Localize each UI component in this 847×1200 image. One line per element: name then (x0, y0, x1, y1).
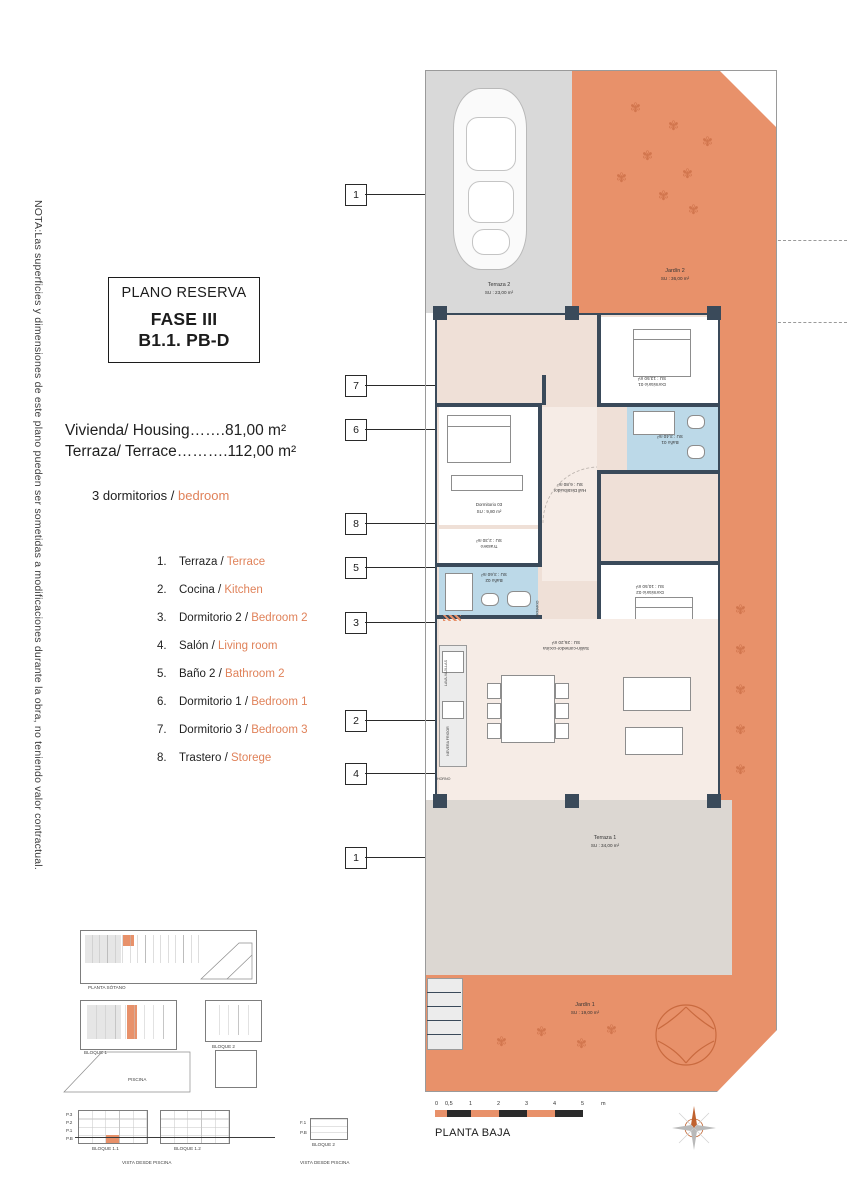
room-legend (117, 548, 387, 772)
legend-item (157, 632, 387, 660)
callout-2-kitchen: 2 (345, 710, 367, 732)
column (565, 794, 579, 808)
appliance-label-closet: ARMARIO (535, 600, 540, 618)
bedroom-2-label: Dormitorio 02 SU : 10,50 m² (635, 584, 665, 595)
bedroom-3-label: Dormitorio 03 SU : 9,80 m² (475, 502, 503, 514)
scale-unit: m (601, 1101, 606, 1107)
column (565, 306, 579, 320)
keyplan-basement-label: PLANTA SÓTANO (88, 985, 126, 990)
legend-number: 4. (157, 640, 167, 652)
legend-label-es: Trastero / (179, 752, 228, 764)
keyplan-elevation-2 (160, 1110, 230, 1144)
scale-tick: 0,5 (445, 1101, 453, 1107)
legend-number: 1. (157, 556, 167, 568)
legend-label-es: Cocina / (179, 584, 222, 596)
title-line-3: B1.1. PB-D (138, 330, 230, 350)
legend-item (157, 660, 387, 688)
legend-label-es: Terraza / (179, 556, 224, 568)
terrace-1-area (426, 800, 732, 975)
scale-tick: 4 (553, 1101, 557, 1107)
legend-label-en: Kitchen (224, 584, 263, 596)
storage-label: Trastero SU : 2,30 m² (476, 538, 502, 549)
garden-2-area: ✾ ✾ ✾ ✾ ✾ ✾ ✾ ✾ (572, 71, 776, 313)
legend-label-en: Bedroom 1 (251, 696, 308, 708)
title-line-2: FASE III (150, 309, 218, 329)
callout-1-terrace: 1 (345, 184, 367, 206)
callout-8-storage: 8 (345, 513, 367, 535)
site-outline (62, 1038, 192, 1094)
legend-number: 8. (157, 752, 167, 764)
ground-line (75, 1137, 275, 1138)
floor-label-f1: F.1 (300, 1120, 307, 1125)
plan-footer-title: PLANTA BAJA (435, 1127, 511, 1139)
view-label-1: VISTA DESDE PISCINA (122, 1160, 172, 1165)
column (707, 794, 721, 808)
floor-plan (425, 70, 790, 1139)
legend-label-es: Dormitorio 3 / (179, 724, 249, 736)
keyplan-elevation-3 (310, 1118, 348, 1140)
housing-area: Vivienda/ Housing…….81,00 m² (65, 422, 287, 439)
housing-interior (435, 313, 720, 800)
garden-1-area: ✾ ✾ ✾ ✾ (426, 975, 732, 1091)
legend-label-en: Living room (218, 640, 278, 652)
floor-label-pb: P.B (66, 1136, 73, 1141)
sink-fixture (481, 593, 499, 606)
scale-tick: 0 (435, 1101, 439, 1107)
appliance-label-fridge: NEVERA FRIGOR (445, 726, 450, 756)
legend-label-es: Baño 2 / (179, 668, 222, 680)
tree-canopy-icon (646, 995, 726, 1075)
disclaimer-note: NOTA:Las superficies y dimensiones de este plano pueden ser sometidas a modificaciones durante la obra, no teniendo valor contractual. (32, 200, 44, 870)
dining-table (501, 675, 555, 743)
legend-label-en: Bedroom 2 (251, 612, 308, 624)
scale-tick: 3 (525, 1101, 529, 1107)
title-line-1: PLANO RESERVA (121, 285, 247, 301)
column (433, 306, 447, 320)
callout-3-bedroom2: 3 (345, 612, 367, 634)
column (433, 794, 447, 808)
callout-4-living: 4 (345, 763, 367, 785)
legend-number: 6. (157, 696, 167, 708)
garden-2-label: Jardín 2 SU : 36,00 m² (660, 268, 690, 281)
wardrobe-furniture (451, 475, 523, 491)
terrace-1-label: Terraza 1 SU : 34,00 m² (590, 835, 620, 848)
keyplan-block-2 (205, 1000, 262, 1042)
floor-label-p3: P.3 (66, 1112, 73, 1117)
toilet-fixture (507, 591, 531, 607)
keyplan-elevation-1 (78, 1110, 148, 1144)
legend-number: 5. (157, 668, 167, 680)
compass-icon (671, 1105, 717, 1151)
keyplan-block-2b-label: BLOQUE 2 (312, 1142, 335, 1147)
keyplan-block-2-label: BLOQUE 2 (212, 1044, 235, 1049)
legend-number: 7. (157, 724, 167, 736)
side-garden-strip: ✾ ✾ ✾ ✾ ✾ (717, 313, 776, 975)
callout-1-terrace-2: 1 (345, 847, 367, 869)
sink-appliance (442, 701, 464, 719)
legend-label-en: Bathroom 2 (225, 668, 285, 680)
stairs (427, 978, 463, 1050)
bedroom-count-en: bedroom (178, 488, 230, 503)
hall-label: Hall Distribuidor SU : 6,80 m² (553, 482, 587, 493)
toilet-fixture (687, 445, 705, 459)
bathroom-2-label: Baño 02 SU : 3,60 m² (481, 572, 507, 583)
bathroom-1-label: Baño 01 SU : 3,40 m² (657, 434, 683, 445)
title-block (108, 277, 260, 363)
appliance-label-washer: LAVA-VAJILLAS (443, 660, 448, 686)
view-label-2: VISTA DESDE PISCINA (300, 1160, 350, 1165)
legend-label-es: Dormitorio 1 / (179, 696, 249, 708)
legend-label-es: Salón / (179, 640, 215, 652)
bedroom-1-label: Dormitorio 01 SU : 13,50 m² (637, 376, 667, 387)
scale-tick: 5 (581, 1101, 585, 1107)
appliance-label-oven: HORNO (437, 777, 451, 781)
car-illustration (453, 88, 527, 270)
bedroom-count (92, 488, 229, 503)
floor-label-p1: P.1 (66, 1128, 73, 1133)
column (707, 306, 721, 320)
legend-item (157, 576, 387, 604)
legend-label-en: Storege (230, 752, 272, 764)
scale-bar (435, 1101, 635, 1117)
sofa (623, 677, 691, 711)
terrace-area: Terraza/ Terrace……….112,00 m² (65, 443, 297, 460)
keyplan-pool-label: PISCINA (128, 1077, 147, 1082)
garden-1-label: Jardín 1 SU : 19,00 m² (570, 1002, 600, 1015)
keyplan-block-3 (215, 1050, 257, 1088)
legend-label-en: Bedroom 3 (251, 724, 308, 736)
coffee-table (625, 727, 683, 755)
callout-6-bedroom1: 6 (345, 419, 367, 441)
scale-tick: 1 (469, 1101, 473, 1107)
scale-tick: 2 (497, 1101, 501, 1107)
legend-label-en: Terrace (226, 556, 266, 568)
keyplan-block-1-label: BLOQUE 1 (84, 1050, 107, 1055)
door-swing-icon (541, 465, 599, 525)
living-kitchen-label: Salón-comedor-cocina SU : 26,20 m² (543, 640, 589, 651)
floor-label-p2: P.2 (66, 1120, 73, 1125)
area-summary (65, 420, 335, 462)
bathtub-fixture (633, 411, 675, 435)
sink-fixture (687, 415, 705, 429)
hatch-marker (443, 615, 461, 621)
legend-number: 3. (157, 612, 167, 624)
bedroom-count-es: 3 dormitorios / (92, 488, 175, 503)
keyplan-block-12-label: BLOQUE 1.2 (174, 1146, 201, 1151)
terrace-2-label: Terraza 2 SU : 23,00 m² (484, 282, 514, 295)
floor-label-pb2: P.B (300, 1130, 307, 1135)
callout-5-bathroom2: 5 (345, 557, 367, 579)
legend-number: 2. (157, 584, 167, 596)
callout-7-bedroom3: 7 (345, 375, 367, 397)
legend-label-es: Dormitorio 2 / (179, 612, 249, 624)
keyplan-block-11-label: BLOQUE 1.1 (92, 1146, 119, 1151)
keyplan-basement (80, 930, 257, 984)
